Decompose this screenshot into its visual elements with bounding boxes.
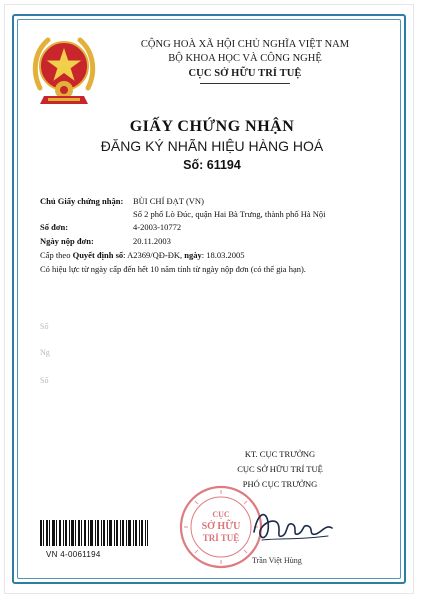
application-number: 4-2003-10772 [133,222,182,232]
owner-name: BÙI CHÍ ĐẠT (VN) [133,196,204,206]
ministry-name: BỘ KHOA HỌC VÀ CÔNG NGHỆ [168,53,322,64]
signer-name: Trần Việt Hùng [252,556,302,565]
signatory-office: CỤC SỞ HỮU TRÍ TUỆ [237,464,323,474]
owner-label: Chủ Giấy chứng nhận: [40,196,124,206]
document-subtitle: ĐĂNG KÝ NHÃN HIỆU HÀNG HOÁ [100,138,324,154]
signatory-title: PHÓ CỤC TRƯỞNG [242,479,318,489]
header-divider [200,83,290,84]
document-title: GIẤY CHỨNG NHẬN [129,118,295,135]
owner-address: Số 2 phố Lò Đúc, quận Hai Bà Trưng, thành phố Hà Nội [133,209,326,219]
filing-date: 20.11.2003 [133,236,171,246]
country-name: CỘNG HOÀ XÃ HỘI CHỦ NGHĨA VIỆT NAM [140,39,350,50]
faint-mark: Số [40,322,49,331]
issuer-header [110,38,380,84]
certificate-number: Số: 61194 [183,158,241,172]
handwritten-signature [248,502,338,550]
barcode [40,520,148,546]
signatory-role: KT. CỤC TRƯỞNG [244,449,316,459]
filing-date-label: Ngày nộp đơn: [40,236,94,246]
svg-text:SỞ HỮU: SỞ HỮU [201,521,241,532]
national-emblem-icon [30,30,98,110]
faint-mark: Ng [40,348,50,357]
barcode-number: VN 4-0061194 [46,550,101,559]
decision-line: Cấp theo Quyết định số: A2369/QĐ-ĐK, ngày: 18.03.2005 [40,250,245,260]
office-name: CỤC SỞ HỮU TRÍ TUỆ [188,68,302,79]
svg-text:CỤC: CỤC [212,510,230,519]
validity-statement: Có hiệu lực từ ngày cấp đến hết 10 năm tính từ ngày nộp đơn (có thể gia hạn). [40,264,306,274]
svg-text:TRÍ TUỆ: TRÍ TUỆ [202,533,240,543]
application-label: Số đơn: [40,222,69,232]
faint-mark: Số [40,376,49,385]
